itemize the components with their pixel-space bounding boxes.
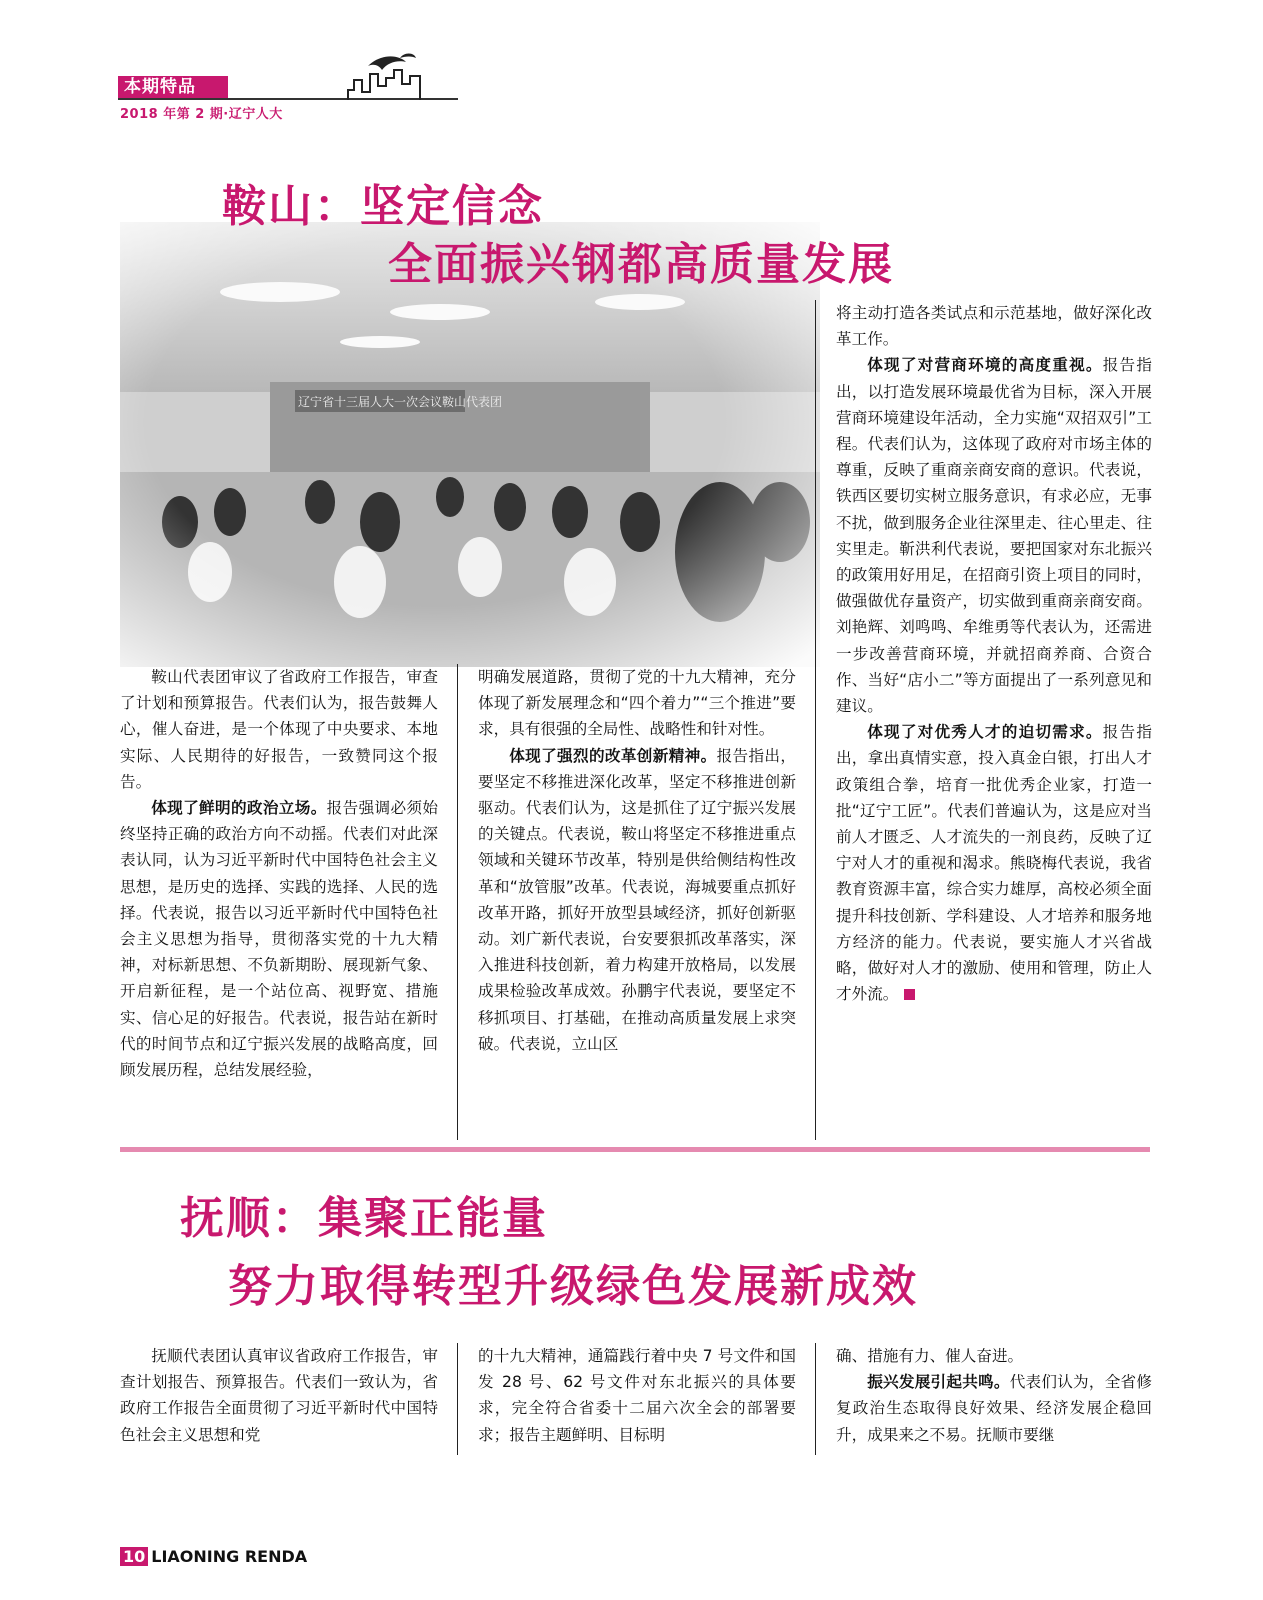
column-rule	[457, 664, 458, 1140]
page-number: 10	[120, 1547, 148, 1566]
paragraph	[120, 795, 438, 1083]
paragraph: 抚顺代表团认真审议省政府工作报告，审查计划报告、预算报告。代表们一致认为，省政府工作报告全面贯彻了习近平新时代中国特色社会主义思想和党	[120, 1347, 438, 1444]
issue-line: 2018 年第 2 期·辽宁人大	[120, 107, 283, 122]
paragraph-text: 报告指出，要坚定不移推进深化改革，坚定不移推进创新驱动。代表们认为，这是抓住了辽宁振兴发展的关键点。代表说，鞍山将坚定不移推进重点领域和关键环节改革，特别是供给侧结构性改革和“放管服”改革。代表说，海城要重点抓好改革开路，抓好开放型县域经济，抓好创新驱动。刘广新代表说，台安要狠抓改革落实，深入推进科技创新，着力构建开放格局，以发展成果检验改革成效。孙鹏宇代表说，要坚定不移抓项目、打基础，在推动高质量发展上求突破。代表说，立山区	[478, 746, 796, 1053]
subheading: 体现了鲜明的政治立场。	[151, 799, 327, 818]
paragraph: 将主动打造各类试点和示范基地，做好深化改革工作。	[836, 304, 1152, 349]
section-tag: 本期特品	[118, 76, 228, 98]
article1-column3	[836, 300, 1152, 1007]
magazine-name: LIAONING RENDA	[151, 1547, 308, 1566]
end-mark-icon	[904, 989, 915, 1000]
article1-title-line1: 鞍山：坚定信念	[222, 181, 544, 232]
column-rule	[815, 1343, 816, 1455]
paragraph: 的十九大精神，通篇践行着中央 7 号文件和国发 28 号、62 号文件对东北振兴的具体要求，完全符合省委十二届六次全会的部署要求；报告主题鲜明、目标明	[478, 1347, 796, 1444]
article1-column1	[120, 664, 438, 1083]
paragraph	[836, 1369, 1152, 1448]
article-divider	[120, 1147, 1150, 1152]
article2-column1	[120, 1343, 438, 1448]
page-footer	[120, 1547, 307, 1566]
paragraph-text: 代表们认为，全省修复政治生态取得良好效果、经济发展企稳回升，成果来之不易。抚顺市要继	[836, 1373, 1152, 1444]
subheading: 体现了强烈的改革创新精神。	[509, 746, 717, 765]
subheading: 体现了对优秀人才的迫切需求。	[867, 723, 1103, 742]
paragraph: 明确发展道路，贯彻了党的十九大精神，充分体现了新发展理念和“四个着力”“三个推进”要求，具有很强的全局性、战略性和针对性。	[478, 668, 796, 739]
article1-title-line2: 全面振兴钢都高质量发展	[388, 239, 894, 290]
article2-column3	[836, 1343, 1152, 1448]
subheading: 体现了对营商环境的高度重视。	[867, 356, 1103, 375]
paragraph	[478, 743, 796, 1057]
paragraph	[836, 352, 1152, 719]
subheading: 振兴发展引起共鸣。	[867, 1373, 1010, 1392]
paragraph	[836, 719, 1152, 1007]
column-rule	[815, 300, 816, 1140]
paragraph-text: 报告指出，拿出真情实意，投入真金白银，打出人才政策组合拳，培育一批优秀企业家，打造一批“辽宁工匠”。代表们普遍认为，这是应对当前人才匮乏、人才流失的一剂良药，反映了辽宁对人才的重视和渴求。熊晓梅代表说，我省教育资源丰富，综合实力雄厚，高校必须全面提升科技创新、学科建设、人才培养和服务地方经济的能力。代表说，要实施人才兴省战略，做好对人才的激励、使用和管理，防止人才外流。	[836, 723, 1152, 1004]
article2-column2	[478, 1343, 796, 1448]
article1-column2	[478, 664, 796, 1057]
paragraph-text: 报告指出，以打造发展环境最优省为目标，深入开展营商环境建设年活动，全力实施“双招双引”工程。代表们认为，这体现了政府对市场主体的尊重，反映了重商亲商安商的意识。代表说，铁西区要切实树立服务意识，有求必应，无事不扰，做到服务企业往深里走、往心里走、往实里走。靳洪利代表说，要把国家对东北振兴的政策用好用足，在招商引资上项目的同时，做强做优存量资产，切实做到重商亲商安商。刘艳辉、刘鸣鸣、牟维勇等代表认为，还需进一步改善营商环境，并就招商养商、合资合作、当好“店小二”等方面提出了一系列意见和建议。	[836, 356, 1152, 716]
article2-title-line2: 努力取得转型升级绿色发展新成效	[228, 1261, 918, 1312]
column-rule	[457, 1343, 458, 1455]
article2-title-line1: 抚顺：集聚正能量	[180, 1193, 548, 1244]
paragraph: 鞍山代表团审议了省政府工作报告，审查了计划和预算报告。代表们认为，报告鼓舞人心，催人奋进，是一个体现了中央要求、本地实际、人民期待的好报告，一致赞同这个报告。	[120, 668, 438, 791]
paragraph-text: 报告强调必须始终坚持正确的政治方向不动摇。代表们对此深表认同，认为习近平新时代中国特色社会主义思想，是历史的选择、实践的选择、人民的选择。代表说，报告以习近平新时代中国特色社会主义思想为指导，贯彻落实党的十九大精神，对标新思想、不负新期盼、展现新气象、开启新征程，是一个站位高、视野宽、措施实、信心足的好报告。代表说，报告站在新时代的时间节点和辽宁振兴发展的战略高度，回顾发展历程，总结发展经验，	[120, 799, 438, 1080]
skyline-logo-icon	[340, 50, 460, 102]
paragraph: 确、措施有力、催人奋进。	[836, 1347, 1024, 1365]
